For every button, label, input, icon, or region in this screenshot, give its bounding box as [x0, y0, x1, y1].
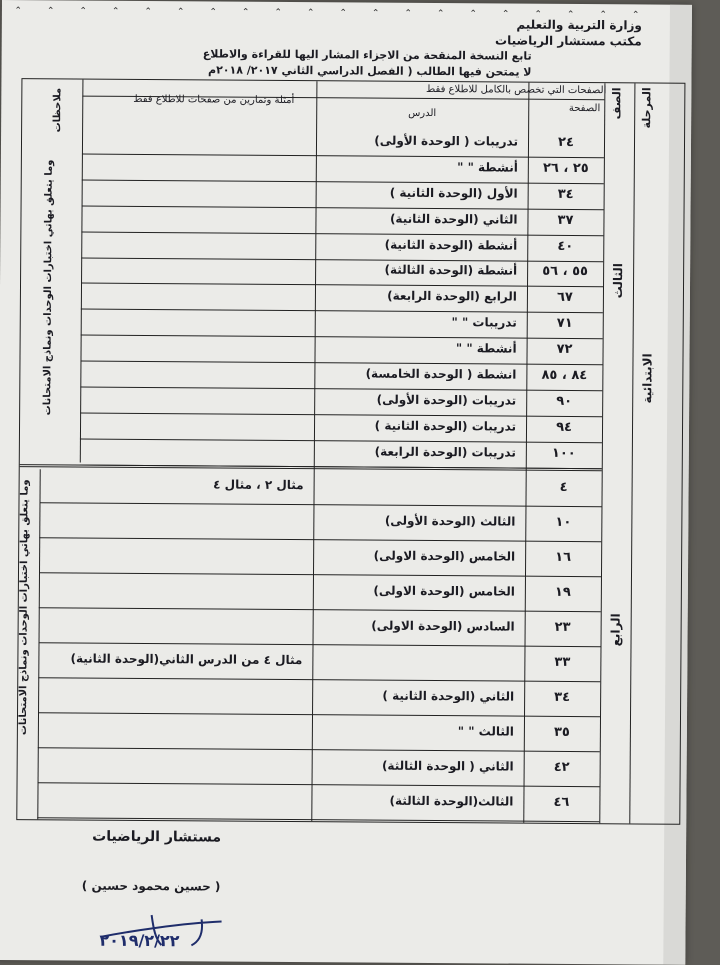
row-page-number: ١٩	[554, 584, 571, 600]
lesson-divider	[311, 81, 317, 821]
row-divider	[80, 438, 602, 443]
term-line: لا يمتحن فيها الطالب ( الفصل الدراسي الثاني ٢٠١٧/ ٢٠١٨م	[207, 63, 532, 79]
row-lesson: الثاني ( الوحدة الثالثة)	[381, 758, 514, 774]
row-divider	[82, 205, 604, 210]
row-divider	[82, 179, 604, 184]
row-page-number: ٧١	[556, 316, 573, 332]
row-page-number: ٥٥ ، ٥٦	[542, 264, 589, 280]
row-page-number: ٤٢	[553, 759, 570, 775]
row-divider	[38, 747, 600, 752]
row-lesson: الثالث(الوحدة الثالثة)	[389, 793, 514, 809]
row-divider	[39, 572, 601, 577]
lesson-header: الدرس	[408, 107, 437, 120]
document-subtitle: تابع النسخة المنقحة من الاجزاء المشار اليها للقراءة والاطلاع	[202, 47, 532, 63]
row-divider	[81, 283, 603, 288]
row-divider	[37, 817, 599, 822]
row-page-number: ١٠٠	[551, 445, 576, 461]
row-divider	[81, 335, 603, 340]
notes-divider-bottom	[37, 469, 40, 819]
row-lesson: الثالث (الوحدة الأولى)	[384, 513, 516, 529]
row-lesson: تدريبات ( الوحدة الأولى)	[374, 133, 519, 149]
row-page-number: ٤٦	[553, 794, 570, 810]
row-lesson: أنشطة " "	[457, 160, 518, 175]
perforation-marks: ⌃ ⌃ ⌃ ⌃ ⌃ ⌃ ⌃ ⌃ ⌃ ⌃ ⌃ ⌃ ⌃ ⌃ ⌃ ⌃ ⌃ ⌃ ⌃ ⌃	[14, 6, 640, 21]
row-lesson: الثاني (الوحدة الثانية)	[389, 211, 518, 227]
row-lesson: أنشطة (الوحدة الثالثة)	[384, 263, 518, 279]
row-divider	[38, 677, 600, 682]
ministry-title: وزارة التربية والتعليم	[516, 17, 642, 33]
row-lesson: الخامس (الوحدة الاولى)	[373, 548, 516, 564]
row-lesson: تدريبات (الوحدة الأولى)	[376, 392, 517, 408]
row-page-number: ٨٤ ، ٨٥	[541, 367, 588, 384]
row-divider	[39, 642, 601, 647]
row-divider	[81, 309, 603, 314]
notes-header: ملاحظات	[52, 87, 64, 132]
row-page-number: ١٦	[555, 549, 572, 565]
row-lesson: الثالث " "	[457, 723, 514, 739]
stage-label: الابتدائية	[640, 353, 655, 404]
row-page-number: ٣٧	[557, 212, 574, 228]
signature-name: ( حسين محمود حسين )	[81, 878, 221, 894]
examples-header: أمثلة وتمارين من صفحات للاطلاع فقط	[133, 93, 295, 107]
row-lesson: أنشطة (الوحدة الثانية)	[384, 237, 518, 253]
row-page-number: ٢٤	[558, 134, 575, 150]
curriculum-table	[16, 78, 685, 825]
row-lesson: الثاني (الوحدة الثانية )	[382, 688, 515, 704]
row-page-number: ٣٥	[553, 724, 570, 740]
row-divider	[80, 387, 602, 392]
row-lesson: تدريبات (الوحدة الرابعة)	[374, 444, 516, 460]
row-divider	[39, 502, 601, 507]
row-page-number: ٢٣	[554, 619, 571, 635]
signature-date: ٢٠١٩/٢/٢٢	[99, 930, 180, 951]
stage-header: المرحلة	[640, 87, 654, 129]
row-page-number: ٩٤	[556, 419, 573, 435]
row-lesson: تدريبات (الوحدة الثانية )	[374, 418, 517, 434]
row-page-number: ٣٤	[554, 689, 571, 705]
signature-title: مستشار الرياضيات	[92, 828, 222, 846]
row-divider	[80, 412, 602, 417]
row-page-number: ٢٥ ، ٢٦	[542, 160, 589, 176]
row-page-number: ٤	[559, 479, 568, 495]
row-example: مثال ٤ من الدرس الثاني(الوحدة الثانية)	[70, 650, 303, 667]
grade-label-third: الثالث	[610, 263, 626, 299]
row-page-number: ٧٢	[556, 342, 573, 358]
row-page-number: ١٠	[555, 514, 572, 530]
notes-fourth: وما يتعلق بهاتي اختبارات الوحدات ونماذج الامتحانات	[17, 479, 31, 735]
row-page-number: ٩٠	[556, 393, 573, 409]
stage-divider	[629, 83, 635, 823]
row-lesson: أنشطة " "	[455, 341, 517, 356]
row-divider	[39, 537, 601, 542]
row-lesson: الرابع (الوحدة الرابعة)	[387, 289, 517, 304]
row-divider	[82, 153, 604, 158]
read-only-pages-header: الصفحات التي تخصص بالكامل للاطلاع فقط	[426, 83, 607, 97]
row-divider	[81, 231, 603, 236]
row-page-number: ٦٧	[556, 290, 573, 306]
row-divider	[39, 607, 601, 612]
row-divider	[80, 361, 602, 366]
row-page-number: ٣٣	[554, 654, 571, 670]
row-lesson: الخامس (الوحدة الاولى)	[373, 583, 515, 599]
row-divider	[38, 782, 600, 787]
page-header: الصفحة	[568, 102, 601, 115]
grade-label-fourth: الرابع	[608, 613, 623, 647]
row-lesson: انشطة ( الوحدة الخامسة)	[365, 366, 517, 382]
notes-divider-top	[80, 80, 84, 463]
row-lesson: تدريبات " "	[451, 315, 517, 330]
grade-header: الصف	[610, 87, 624, 120]
row-lesson: الأول (الوحدة الثانية )	[389, 185, 518, 201]
row-example: مثال ٢ ، مثال ٤	[213, 476, 304, 492]
row-lesson: السادس (الوحدة الاولى)	[371, 618, 515, 634]
row-page-number: ٤٠	[557, 238, 574, 254]
row-divider	[38, 712, 600, 717]
office-title: مكتب مستشار الرياضيات	[494, 33, 642, 49]
notes-third: وما يتعلق بهاتي اختبارات الوحدات ونماذج الامتحانات	[42, 159, 55, 416]
row-page-number: ٣٤	[557, 186, 574, 202]
row-divider	[81, 257, 603, 262]
